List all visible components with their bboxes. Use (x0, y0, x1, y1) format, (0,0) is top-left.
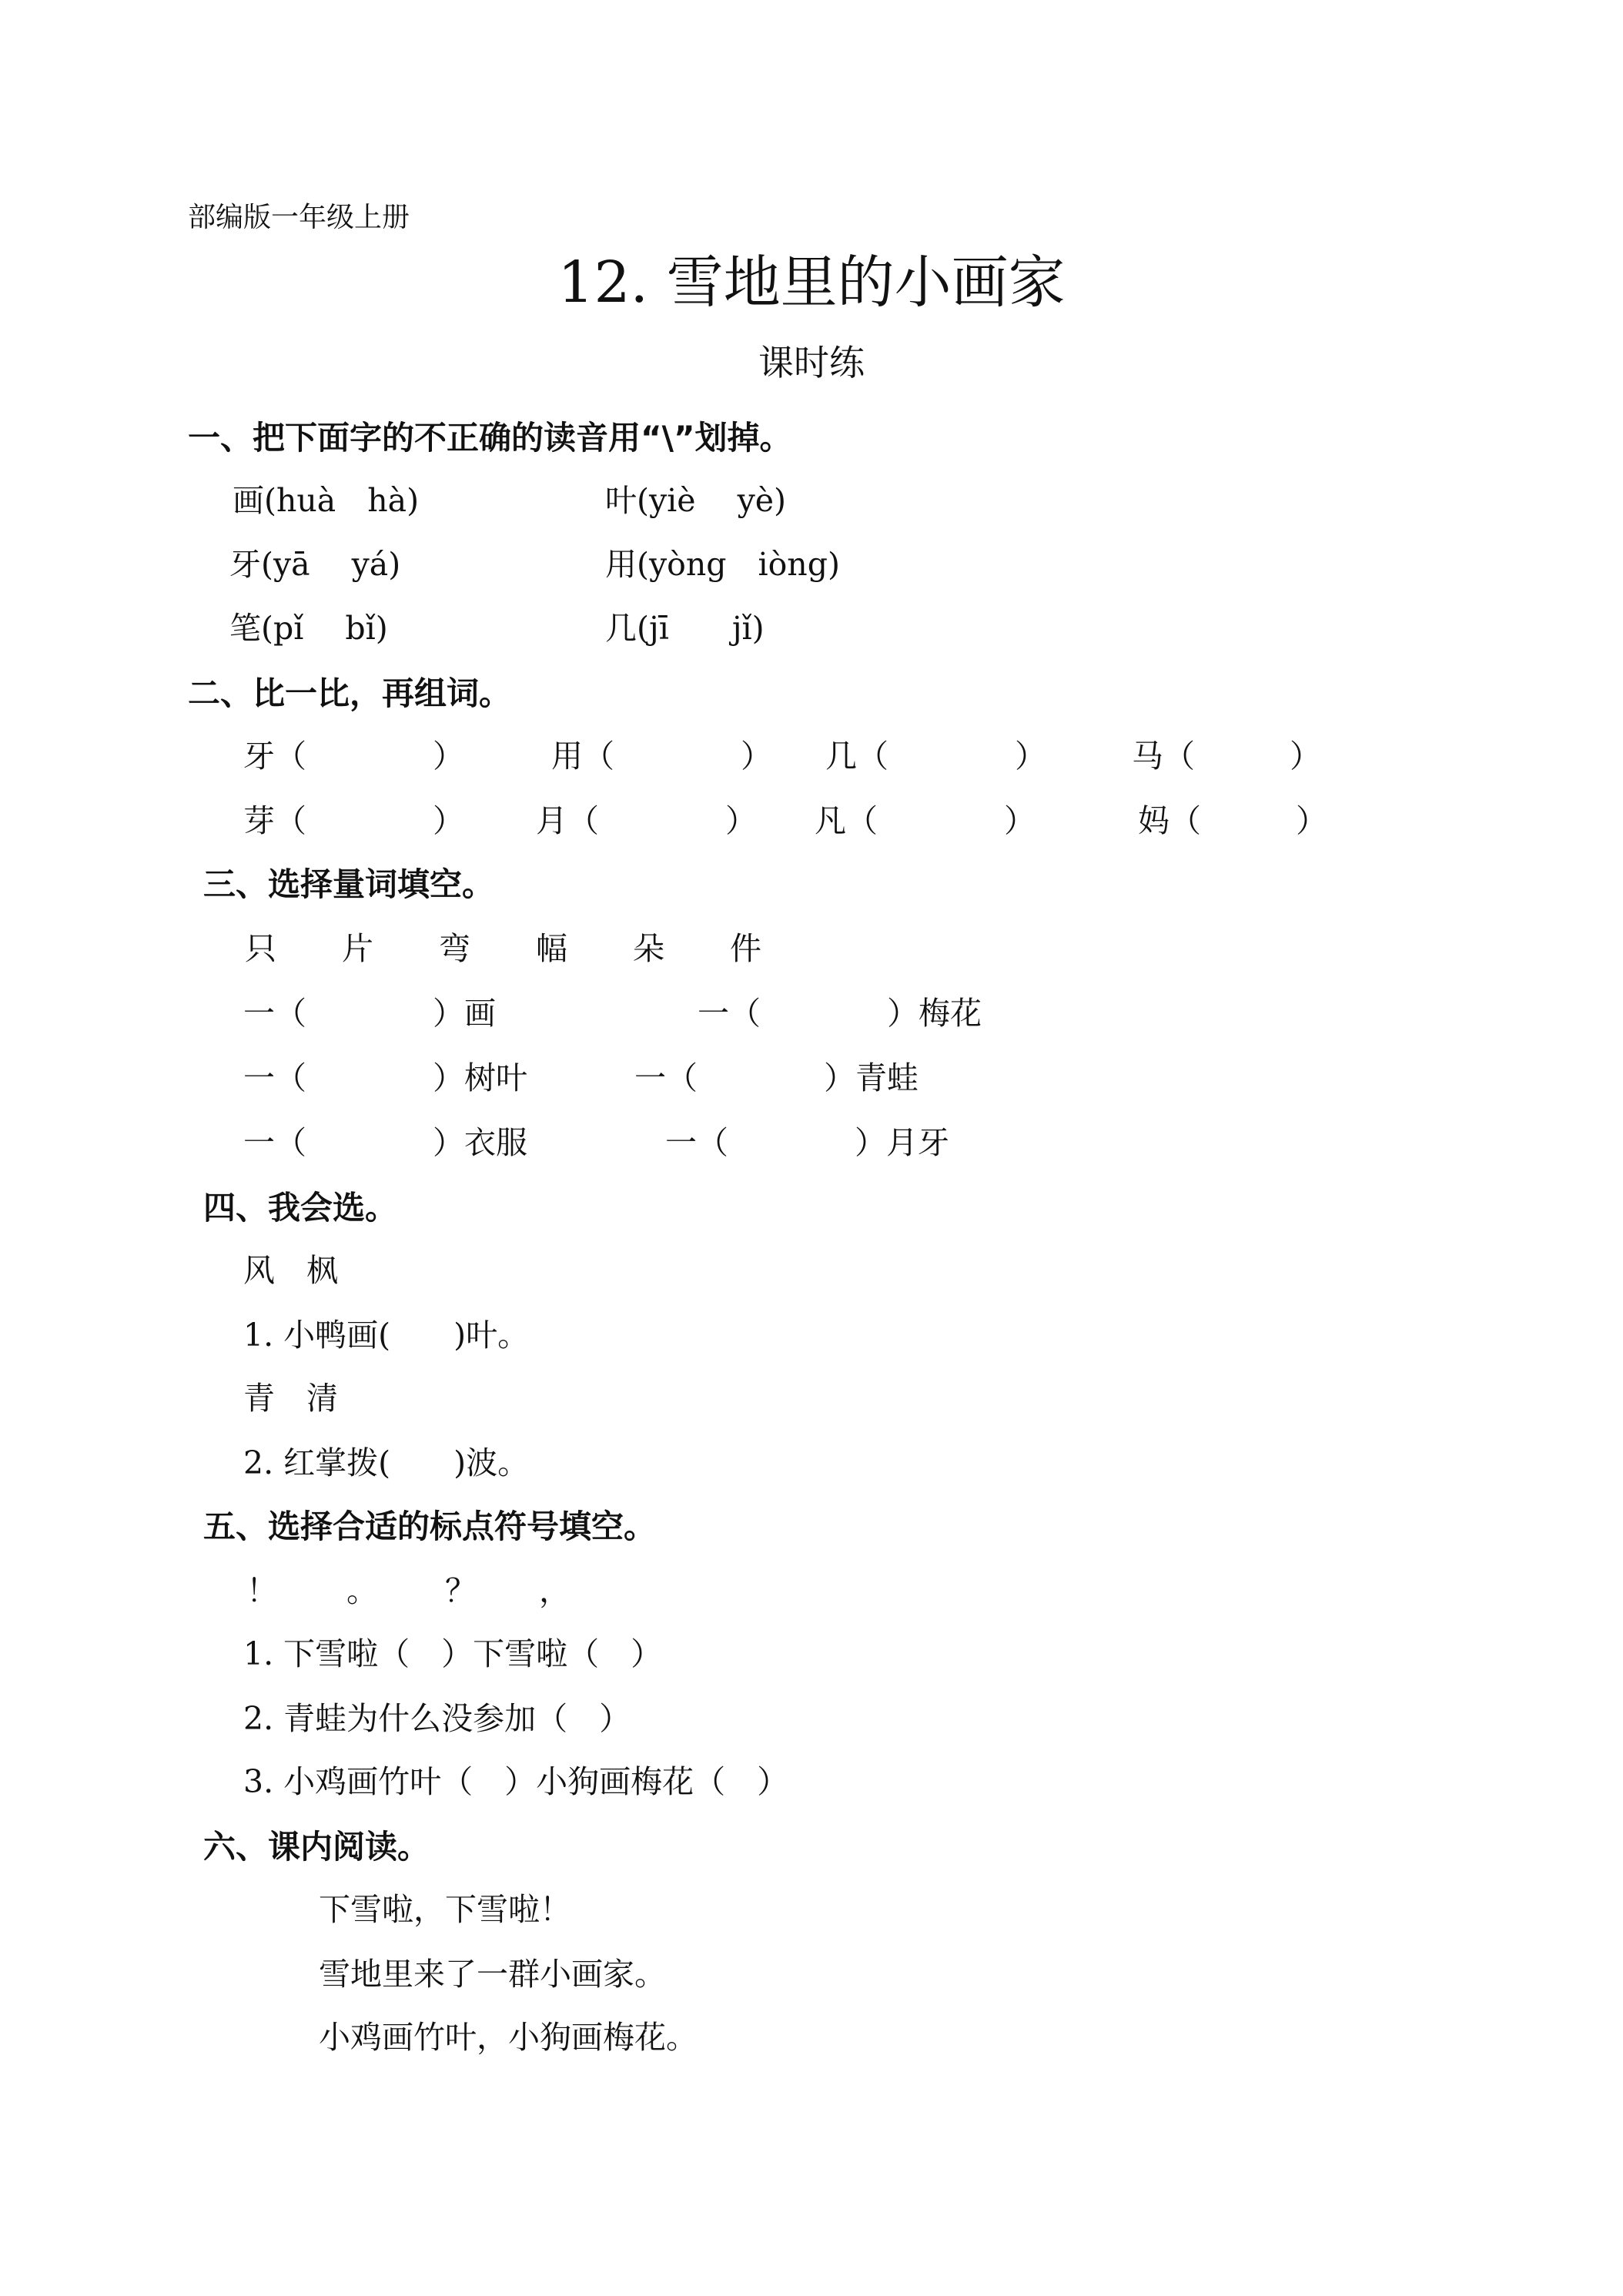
page-title: 12. 雪地里的小画家 (557, 249, 1066, 316)
measure-word-option: 片 (342, 930, 373, 967)
sentence-blank: 1. 下雪啦（ ）下雪啦（ ） (243, 1635, 663, 1672)
section-2-heading: 二、比一比，再组词。 (188, 674, 512, 712)
word-choice: 风 枫 (243, 1252, 338, 1289)
reading-line: 下雪啦，下雪啦！ (319, 1891, 571, 1928)
measure-blank: 一（ ）树叶 (243, 1059, 527, 1096)
reading-line: 雪地里来了一群小画家。 (319, 1956, 666, 1993)
section-3-heading: 三、选择量词填空。 (203, 865, 495, 903)
measure-blank: 一（ ）月牙 (665, 1124, 949, 1161)
pinyin-item: 牙(yā yá) (229, 546, 401, 583)
measure-word-option: 只 (245, 930, 276, 967)
section-6-heading: 六、课内阅读。 (203, 1828, 430, 1866)
word-blank: 芽（ ） (243, 802, 464, 839)
word-blank: 牙（ ） (243, 738, 464, 775)
word-blank: 月（ ） (536, 802, 757, 839)
measure-blank: 一（ ）梅花 (698, 995, 982, 1032)
pinyin-item: 画(huà hà) (233, 482, 420, 519)
punctuation-option: ？ (445, 1572, 477, 1609)
sentence-blank: 1. 小鸭画( )叶。 (243, 1317, 530, 1354)
measure-word-option: 朵 (633, 930, 664, 967)
measure-word-option: 弯 (439, 930, 470, 967)
word-blank: 几（ ） (825, 738, 1046, 775)
word-blank: 凡（ ） (815, 802, 1036, 839)
word-blank: 用（ ） (551, 738, 772, 775)
word-choice: 青 清 (243, 1380, 338, 1417)
pinyin-item: 用(yòng iòng) (605, 546, 840, 583)
measure-blank: 一（ ）青蛙 (634, 1059, 919, 1096)
grade-label: 部编版一年级上册 (188, 202, 410, 233)
sentence-blank: 3. 小鸡画竹叶（ ）小狗画梅花（ ） (243, 1763, 789, 1800)
punctuation-option: ， (539, 1572, 571, 1609)
sentence-blank: 2. 红掌拨( )波。 (243, 1444, 530, 1481)
pinyin-item: 叶(yiè yè) (605, 482, 786, 519)
measure-blank: 一（ ）衣服 (243, 1124, 527, 1161)
pinyin-item: 笔(pǐ bǐ) (229, 610, 388, 647)
section-1-heading: 一、把下面字的不正确的读音用“\”划掉。 (188, 419, 792, 457)
reading-line: 小鸡画竹叶，小狗画梅花。 (319, 2019, 698, 2056)
measure-blank: 一（ ）画 (243, 995, 496, 1032)
section-5-heading: 五、选择合适的标点符号填空。 (203, 1508, 657, 1545)
section-4-heading: 四、我会选。 (203, 1189, 398, 1227)
word-blank: 马（ ） (1132, 738, 1321, 775)
pinyin-item: 几(jī jǐ) (605, 610, 765, 647)
page-subtitle: 课时练 (758, 342, 865, 383)
punctuation-option: 。 (346, 1572, 378, 1609)
sentence-blank: 2. 青蛙为什么没参加（ ） (243, 1700, 631, 1737)
measure-word-option: 幅 (536, 930, 567, 967)
measure-word-option: 件 (730, 930, 761, 967)
word-blank: 妈（ ） (1138, 802, 1327, 839)
punctuation-option: ！ (246, 1572, 278, 1609)
